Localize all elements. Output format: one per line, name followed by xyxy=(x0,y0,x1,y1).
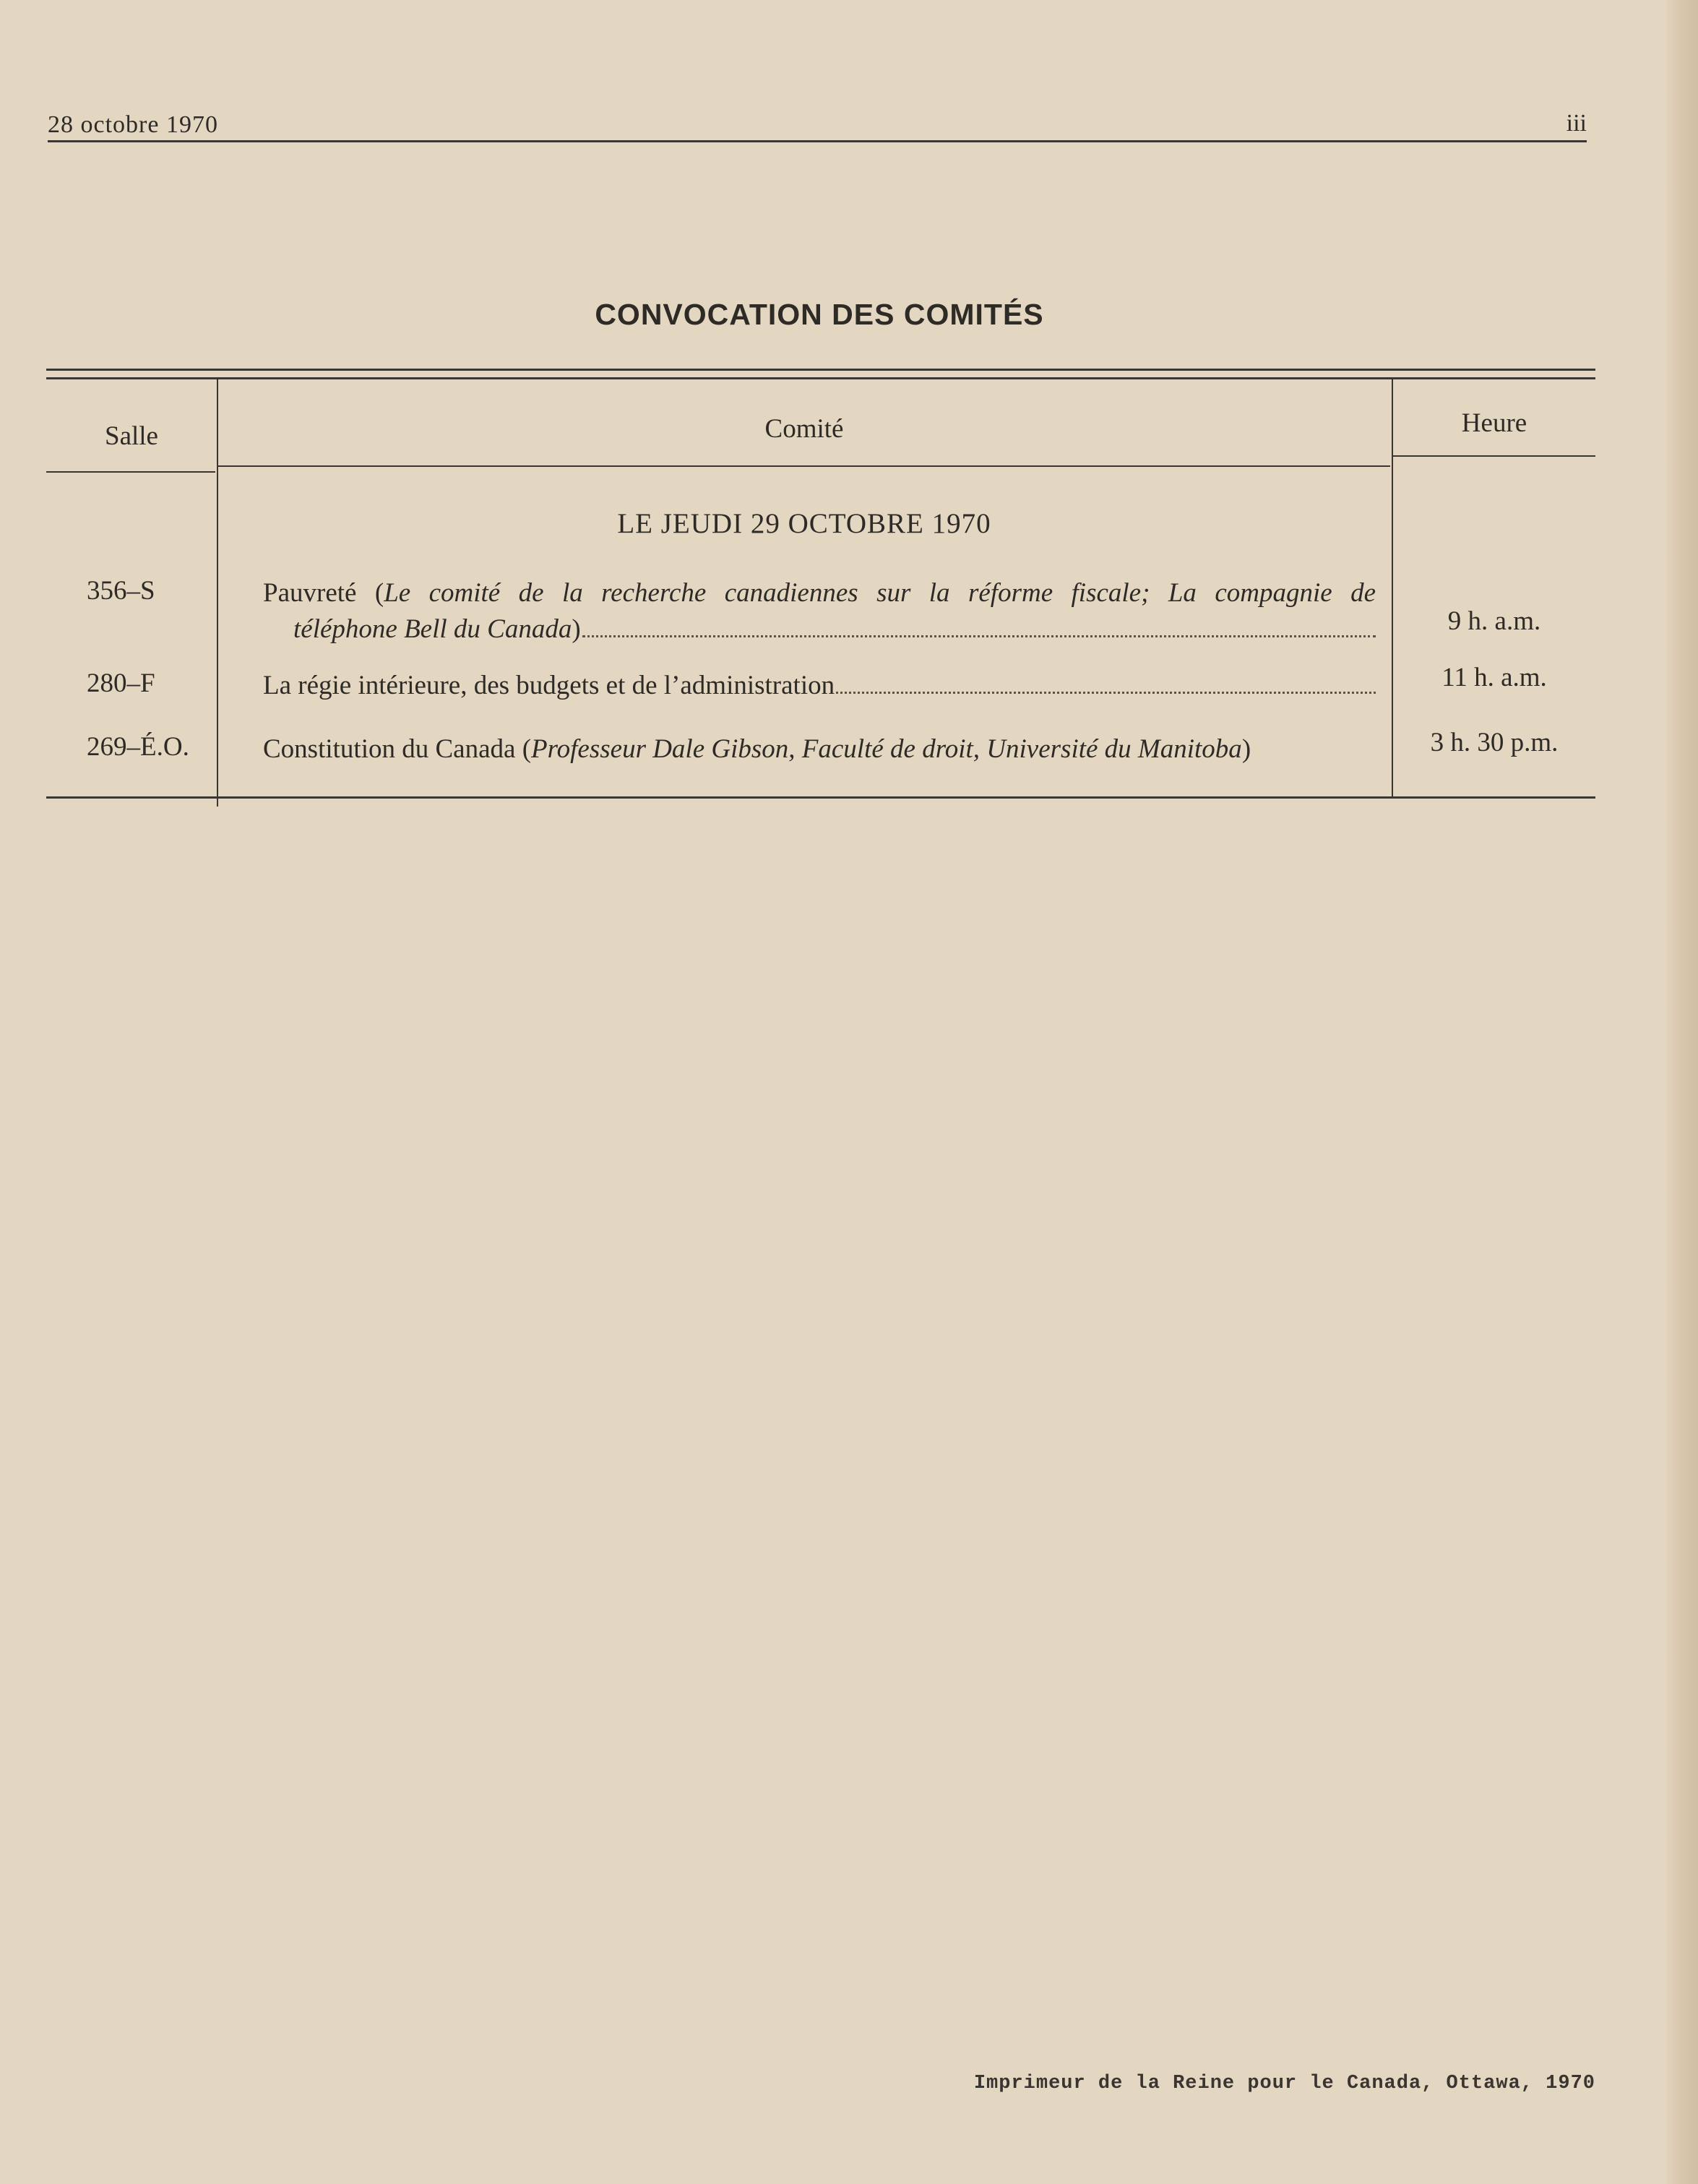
meeting-time: 9 h. a.m. xyxy=(1447,606,1541,636)
column-header-heure: Heure xyxy=(1461,408,1527,438)
room-number: 356–S xyxy=(87,576,155,606)
running-head xyxy=(48,108,1587,142)
meeting-time: 11 h. a.m. xyxy=(1441,663,1547,692)
meeting-time: 3 h. 30 p.m. xyxy=(1430,728,1559,757)
page-number: iii xyxy=(1566,110,1587,137)
parenthesis: ( xyxy=(356,578,384,608)
witness-text: téléphone Bell du Canada xyxy=(293,614,572,644)
day-heading: LE JEUDI 29 OCTOBRE 1970 xyxy=(617,508,991,539)
page-edge-shadow xyxy=(1666,0,1698,2184)
committee-entry xyxy=(263,668,1376,704)
committee-schedule-table xyxy=(46,369,1595,807)
committee-name: Pauvreté xyxy=(263,578,357,608)
committee-name: Constitution du Canada xyxy=(263,734,516,764)
dot-leader xyxy=(836,692,1376,694)
parenthesis: ) xyxy=(572,614,581,644)
column-header-comite: Comité xyxy=(764,414,844,444)
dot-leader xyxy=(582,635,1376,637)
witness-text: Professeur Dale Gibson, Faculté de droit, Université du Manitoba xyxy=(531,734,1242,764)
committee-entry xyxy=(263,731,1376,768)
room-number: 280–F xyxy=(87,668,155,698)
header-underline xyxy=(1393,455,1595,457)
printer-imprint: Imprimeur de la Reine pour le Canada, Ottawa, 1970 xyxy=(973,2073,1595,2094)
table-top-rule xyxy=(46,369,1595,371)
parenthesis: ( xyxy=(515,734,532,764)
header-date: 28 octobre 1970 xyxy=(48,111,218,138)
table-top-rule-inner xyxy=(46,377,1595,379)
page-title: CONVOCATION DES COMITÉS xyxy=(595,298,1044,331)
column-header-salle: Salle xyxy=(105,421,158,451)
header-underline xyxy=(218,465,1390,467)
header-underline xyxy=(46,471,215,473)
table-bottom-rule xyxy=(46,796,1595,799)
room-number: 269–É.O. xyxy=(87,732,189,762)
committee-entry xyxy=(263,575,1376,648)
witness-text: Le comité de la recherche canadiennes sur la réforme fiscale; La compagnie de xyxy=(384,578,1376,608)
parenthesis: ) xyxy=(1241,734,1251,764)
committee-name: La régie intérieure, des budgets et de l’administration xyxy=(263,671,835,700)
